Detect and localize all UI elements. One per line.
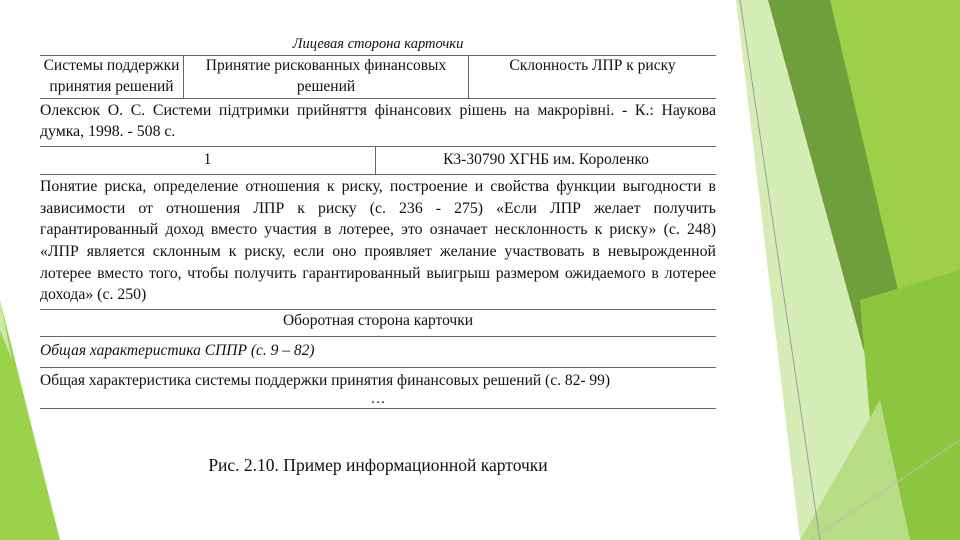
library-location: К3-30790 ХГНБ им. Короленко — [375, 147, 716, 174]
front-side-title: Лицевая сторона карточки — [292, 36, 464, 52]
card-header-row — [40, 55, 716, 99]
location-row — [40, 147, 716, 175]
copy-number: 1 — [203, 151, 212, 169]
reference-row: Олексюк О. С. Системи підтримки прийняття фінансових рішень на макрорівні. - К.: Наукова думка, 1998. - 508 с. — [40, 99, 716, 147]
info-card — [40, 33, 716, 409]
abstract-row: Понятие риска, определение отношения к риску, построение и свойства функции выгодности в зависимости от отношения ЛПР к риску (с. 236 - 275) «Если ЛПР желает получить гарантированный доход вместо участия в лотерее, это означает несклонность к риску» (с. 248) «ЛПР является склонным к риску, если оно проявляет желание участвовать в невырожденной лотерее вместо того, чтобы получить гарантированный выигрыш размером ожидаемого в лотерее дохода» (с. 250) — [40, 175, 716, 310]
header-cell-1: Системы поддержки принятия решений — [43, 57, 180, 95]
figure-caption: Рис. 2.10. Пример информационной карточки — [208, 455, 548, 475]
ellipsis: … — [40, 392, 716, 409]
header-cell-3: Склонность ЛПР к риску — [468, 56, 716, 98]
header-cell-2: Принятие рискованных финансовых решений — [183, 56, 468, 98]
back-entry-2: Общая характеристика системы поддержки принятия финансовых решений (с. 82- 99) — [40, 371, 611, 389]
back-side-title: Оборотная сторона карточки — [40, 310, 716, 337]
back-entry-1: Общая характеристика СППР (с. 9 – 82) — [40, 337, 716, 368]
